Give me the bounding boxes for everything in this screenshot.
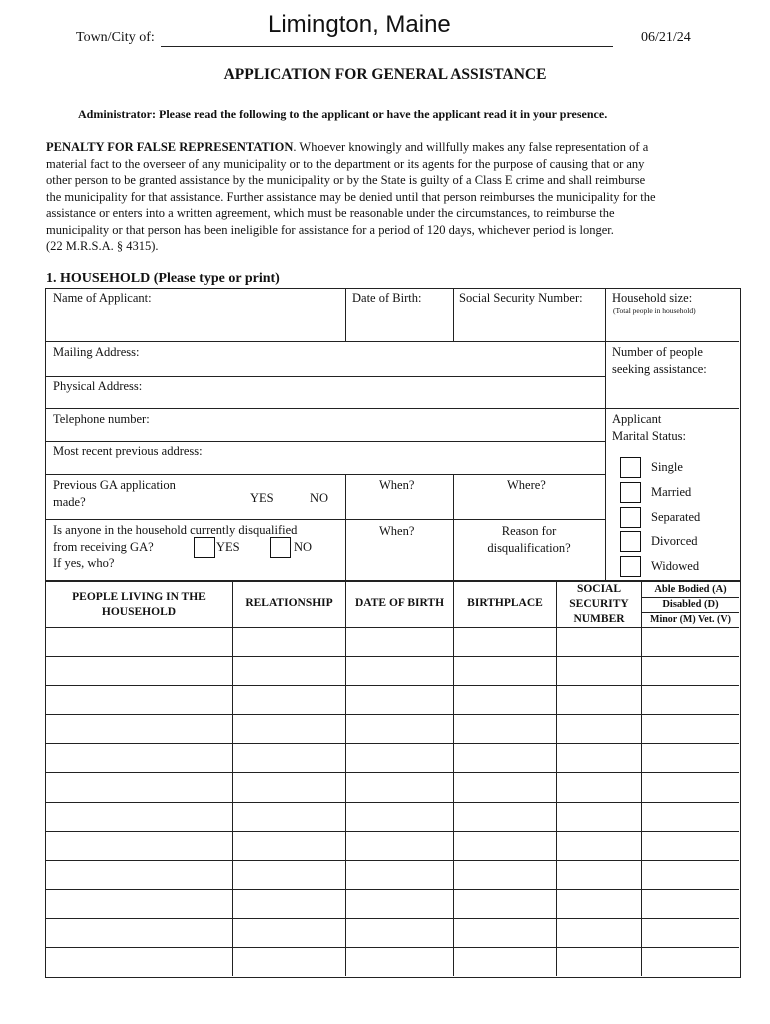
- table-col-divider: [453, 580, 454, 976]
- disqualified-reason-label: Reason for disqualification?: [487, 524, 571, 555]
- penalty-line: material fact to the overseer of any municipality or to the department or its agents for the purpose of causing that or any: [46, 156, 645, 171]
- row-divider: [45, 341, 739, 342]
- section-heading-household: 1. HOUSEHOLD (Please type or print): [46, 271, 280, 286]
- page-title: APPLICATION FOR GENERAL ASSISTANCE: [223, 66, 547, 83]
- marital-divorced-checkbox[interactable]: [620, 531, 641, 552]
- row-divider: [45, 408, 739, 409]
- disqualified-label: Is anyone in the household currently disqualified from receiving GA? If yes, who?: [53, 523, 298, 570]
- table-row[interactable]: [45, 714, 739, 715]
- marital-widowed-label: Widowed: [651, 559, 700, 573]
- table-row[interactable]: [45, 772, 739, 773]
- table-row[interactable]: [45, 889, 739, 890]
- previous-ga-no[interactable]: NO: [310, 491, 329, 505]
- marital-separated-label: Separated: [651, 510, 701, 524]
- town-underline: [161, 46, 613, 47]
- town-label: Town/City of:: [76, 30, 155, 45]
- table-row[interactable]: [45, 802, 739, 803]
- physical-address-label: Physical Address:: [53, 379, 143, 393]
- row-divider: [45, 519, 605, 520]
- col-header-birthplace: BIRTHPLACE: [467, 597, 543, 609]
- col-header-status: Able Bodied (A) Disabled (D) Minor (M) Vet. (V): [650, 584, 731, 625]
- row-divider: [45, 376, 605, 377]
- table-row[interactable]: [45, 685, 739, 686]
- penalty-line: municipality or that person has been ineligible for assistance for a period of 120 days, whichever period is longer.: [46, 222, 614, 237]
- disqualified-when-label: When?: [379, 524, 415, 538]
- penalty-line: other person to be granted assistance by the municipality or by the State is guilty of a Class E crime and shall reimburse: [46, 173, 646, 187]
- col-header-relationship: RELATIONSHIP: [245, 597, 333, 609]
- penalty-line: the municipality for that assistance. Further assistance may be denied until that person reimburses the municipality for the: [46, 189, 656, 204]
- marital-single-label: Single: [651, 460, 683, 474]
- penalty-line: (22 M.R.S.A. § 4315).: [46, 239, 159, 253]
- marital-married-checkbox[interactable]: [620, 482, 641, 503]
- table-col-divider: [641, 580, 642, 976]
- penalty-line: . Whoever knowingly and willfully makes any false representation of a: [293, 140, 649, 154]
- col-header-dob: DATE OF BIRTH: [354, 597, 445, 609]
- disqualified-no-checkbox[interactable]: [270, 537, 291, 558]
- telephone-label: Telephone number:: [53, 412, 150, 426]
- col-divider: [453, 288, 454, 341]
- disqualified-yes-label: YES: [216, 540, 240, 554]
- marital-widowed-checkbox[interactable]: [620, 556, 641, 577]
- marital-divorced-label: Divorced: [651, 534, 698, 548]
- marital-separated-checkbox[interactable]: [620, 507, 641, 528]
- penalty-paragraph: [46, 139, 746, 255]
- table-row[interactable]: [45, 860, 739, 861]
- table-col-divider: [232, 580, 233, 976]
- mailing-address-label: Mailing Address:: [53, 345, 140, 359]
- row-divider: [45, 474, 605, 475]
- disqualified-no-label: NO: [294, 540, 313, 554]
- previous-address-label: Most recent previous address:: [53, 444, 203, 458]
- marital-married-label: Married: [651, 485, 692, 499]
- disqualified-yes-checkbox[interactable]: [194, 537, 215, 558]
- penalty-line: assistance or enters into a written agreement, which must be reasonable under the circumstances, to reimburse the: [46, 206, 615, 220]
- previous-ga-when-label: When?: [379, 478, 415, 492]
- form-date: 06/21/24: [641, 30, 691, 45]
- col-divider: [345, 288, 346, 341]
- table-col-divider: [345, 580, 346, 976]
- marital-single-checkbox[interactable]: [620, 457, 641, 478]
- admin-note: Administrator: Please read the following to the applicant or have the applicant read it in your presence.: [78, 107, 608, 121]
- col-header-ssn: SOCIAL SECURITY NUMBER: [569, 583, 629, 625]
- marital-status-label: Applicant Marital Status:: [612, 412, 686, 443]
- col-divider: [345, 474, 346, 580]
- col-header-people: PEOPLE LIVING IN THE HOUSEHOLD: [72, 591, 206, 618]
- previous-ga-yes[interactable]: YES: [250, 491, 274, 505]
- table-row[interactable]: [45, 947, 739, 948]
- row-divider: [45, 441, 605, 442]
- previous-ga-where-label: Where?: [507, 478, 546, 492]
- people-seeking-label: Number of people seeking assistance:: [612, 345, 707, 376]
- household-size-label: Household size:: [612, 291, 693, 305]
- name-of-applicant-label: Name of Applicant:: [53, 291, 152, 305]
- penalty-heading: PENALTY FOR FALSE REPRESENTATION: [46, 140, 294, 154]
- table-row[interactable]: [45, 918, 739, 919]
- ssn-label: Social Security Number:: [459, 291, 583, 305]
- col-divider: [453, 474, 454, 580]
- town-value[interactable]: Limington, Maine: [268, 11, 451, 38]
- previous-ga-label: Previous GA application made?: [53, 478, 176, 509]
- col-divider: [605, 288, 606, 580]
- table-row[interactable]: [45, 831, 739, 832]
- table-row[interactable]: [45, 743, 739, 744]
- table-col-divider: [556, 580, 557, 976]
- table-row[interactable]: [45, 656, 739, 657]
- date-of-birth-label: Date of Birth:: [352, 291, 422, 305]
- table-row[interactable]: [45, 627, 739, 628]
- household-size-note: (Total people in household): [613, 306, 696, 315]
